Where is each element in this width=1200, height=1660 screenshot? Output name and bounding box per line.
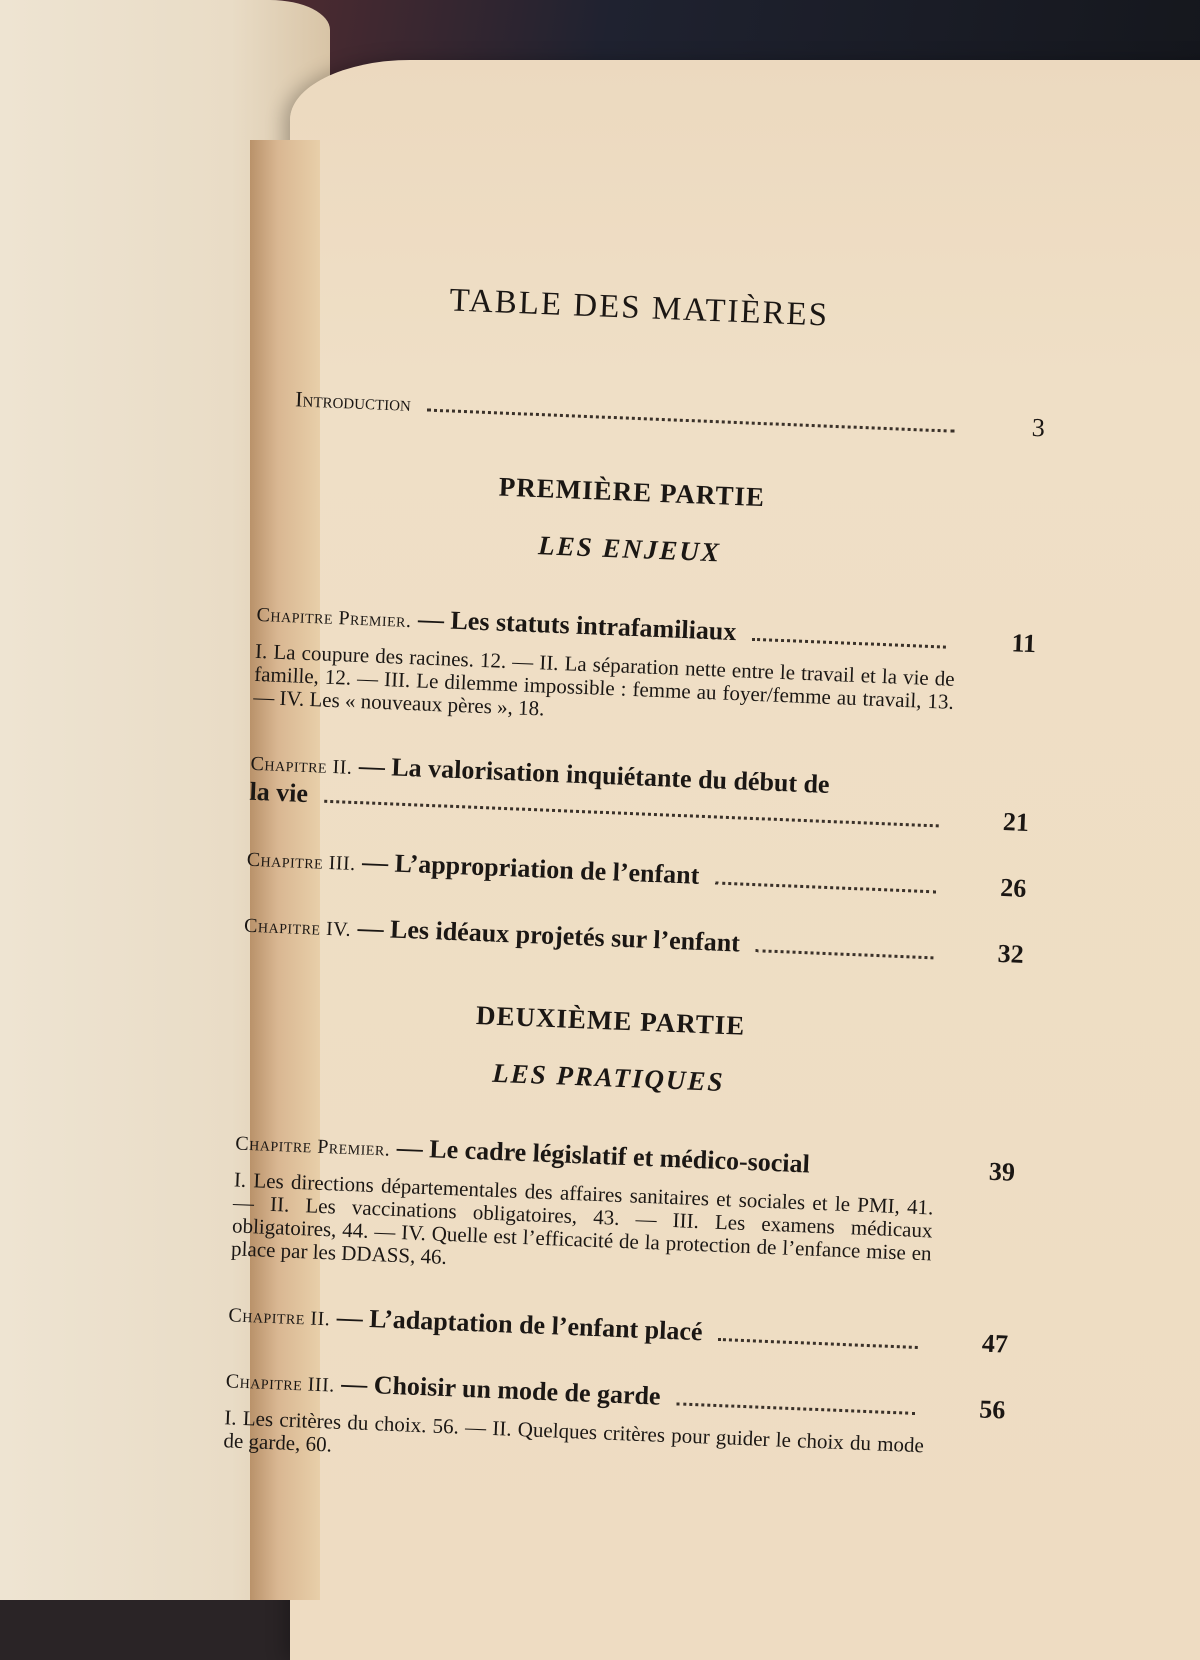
part-title: DEUXIÈME PARTIE bbox=[475, 1000, 746, 1041]
page-title: TABLE DES MATIÈRES bbox=[448, 282, 830, 334]
chapter-summary: I. La coupure des racines. 12. — II. La séparation nette entre le travail et la vie de famille, 12. — III. Le dilemme impossible : femme au foyer/femme au travail, 13. — IV. Les « nouveaux pères », 18. bbox=[252, 638, 956, 721]
chapter-title: — L’adaptation de l’enfant placé bbox=[336, 1302, 704, 1347]
dot-leader bbox=[427, 409, 955, 433]
dot-leader bbox=[756, 949, 934, 959]
chapter-summary: I. Les critères du choix. 56. — II. Quelques critères pour guider le choix du mode de garde, 60. bbox=[223, 1405, 925, 1458]
part-title: PREMIÈRE PARTIE bbox=[498, 471, 766, 513]
dot-leader bbox=[825, 1170, 924, 1177]
chapter-label: Chapitre II. bbox=[228, 1304, 331, 1331]
page-number: 26 bbox=[999, 872, 1027, 903]
chapter-title: — Le cadre législatif et médico-social bbox=[396, 1132, 811, 1179]
chapter-label: Chapitre IV. bbox=[243, 914, 352, 941]
dot-leader bbox=[718, 1338, 918, 1349]
chapter-title: — Les idéaux projetés sur l’enfant bbox=[357, 913, 741, 958]
introduction-label: Introduction bbox=[294, 386, 412, 416]
chapter-label: Chapitre III. bbox=[225, 1370, 336, 1397]
part-subtitle: LES PRATIQUES bbox=[491, 1057, 726, 1098]
page-number: 39 bbox=[988, 1156, 1016, 1187]
toc-entry-introduction bbox=[295, 383, 1046, 443]
chapter-title: — La valorisation inquiétante du début de bbox=[358, 751, 831, 799]
chapter-label: Chapitre Premier. bbox=[256, 603, 412, 633]
page-number: 11 bbox=[1010, 628, 1037, 659]
dot-leader bbox=[715, 881, 936, 893]
chapter-label: Chapitre Premier. bbox=[234, 1132, 391, 1161]
chapter-title: — Choisir un mode de garde bbox=[340, 1368, 662, 1411]
page-number: 32 bbox=[997, 938, 1025, 969]
dot-leader bbox=[676, 1402, 915, 1415]
chapter-title: — Les statuts intrafamiliaux bbox=[417, 604, 737, 647]
chapter-title: — L’appropriation de l’enfant bbox=[361, 847, 700, 890]
table-of-contents bbox=[183, 274, 1050, 1484]
chapter-summary: I. Les directions départementales des affaires sanitaires et sociales et le PMI, 41. — II. Les vaccinations obligatoires, 43. — III. Les examens médicaux obligatoires, 44. — IV. Quelle est l’efficacité de la protection de l’enfance mise en place par les DDASS, 46. bbox=[230, 1167, 934, 1270]
dot-leader bbox=[752, 638, 946, 649]
chapter-label: Chapitre III. bbox=[246, 848, 357, 876]
chapter-label: Chapitre II. bbox=[250, 752, 353, 779]
chapter-title-continuation: la vie bbox=[248, 776, 309, 809]
page-number: 56 bbox=[978, 1394, 1006, 1425]
page-number: 47 bbox=[981, 1328, 1009, 1359]
page-number: 3 bbox=[1031, 412, 1046, 443]
page-number: 21 bbox=[1002, 807, 1030, 838]
part-subtitle: LES ENJEUX bbox=[537, 530, 722, 568]
